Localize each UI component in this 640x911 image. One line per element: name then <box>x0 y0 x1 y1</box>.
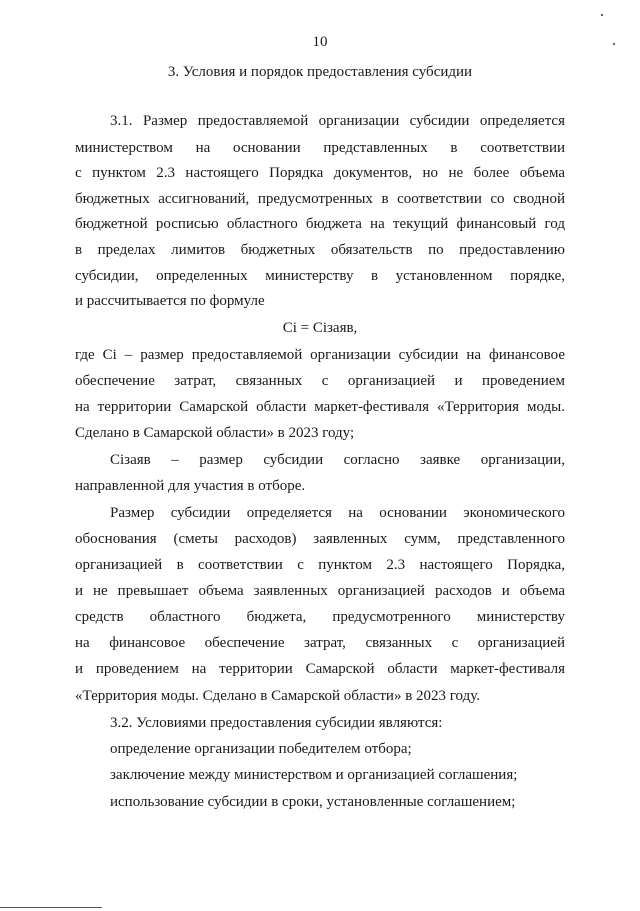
paragraph-line: с пунктом 2.3 настоящего Порядка документов, но не более объема <box>75 165 565 181</box>
list-item: использование субсидии в сроки, установленные соглашением; <box>110 794 516 810</box>
paragraph-line: 3.1. Размер предоставляемой организации субсидии определяется <box>110 113 565 129</box>
paragraph-line: Ciзаяв – размер субсидии согласно заявке организации, <box>110 452 565 468</box>
paragraph-line: где Ci – размер предоставляемой организации субсидии на финансовое <box>75 347 565 363</box>
paragraph-line: министерством на основании представленных в соответствии <box>75 140 565 156</box>
paragraph-line: на финансовое обеспечение затрат, связанных с организацией <box>75 635 565 651</box>
paragraph-line: направленной для участия в отборе. <box>75 478 306 494</box>
paragraph-line: и не превышает объема заявленных организацией расходов и объема <box>75 583 565 599</box>
paragraph-line: и проведением на территории Самарской области маркет-фестиваля <box>75 661 565 677</box>
paragraph-line: и рассчитывается по формуле <box>75 293 265 309</box>
page-number: 10 <box>312 34 328 50</box>
section-heading: 3. Условия и порядок предоставления субсидии <box>167 64 473 80</box>
list-item: определение организации победителем отбора; <box>110 741 412 757</box>
paragraph-line: средств областного бюджета, предусмотренного министерству <box>75 609 565 625</box>
paragraph-line: обеспечение затрат, связанных с организацией и проведением <box>75 373 565 389</box>
formula: Ci = Ciзаяв, <box>282 320 358 336</box>
paragraph-line: «Территория моды. Сделано в Самарской области» в 2023 году. <box>75 688 480 704</box>
scan-edge-line <box>0 907 102 908</box>
scan-speck <box>601 14 603 16</box>
list-item: заключение между министерством и организацией соглашения; <box>110 767 518 783</box>
paragraph-line: Размер субсидии определяется на основании экономического <box>110 505 565 521</box>
paragraph-line: 3.2. Условиями предоставления субсидии являются: <box>110 715 443 731</box>
paragraph-line: субсидии, определенных министерству в установленном порядке, <box>75 268 565 284</box>
paragraph-line: бюджетных ассигнований, предусмотренных в соответствии со сводной <box>75 191 565 207</box>
paragraph-line: на территории Самарской области маркет-фестиваля «Территория моды. <box>75 399 565 415</box>
paragraph-line: бюджетной росписью областного бюджета на текущий финансовый год <box>75 216 565 232</box>
paragraph-line: в пределах лимитов бюджетных обязательств по предоставлению <box>75 242 565 258</box>
paragraph-line: организацией в соответствии с пунктом 2.3 настоящего Порядка, <box>75 557 565 573</box>
scan-speck <box>613 43 615 45</box>
paragraph-line: Сделано в Самарской области» в 2023 году; <box>75 425 355 441</box>
paragraph-line: обоснования (сметы расходов) заявленных сумм, представленного <box>75 531 565 547</box>
